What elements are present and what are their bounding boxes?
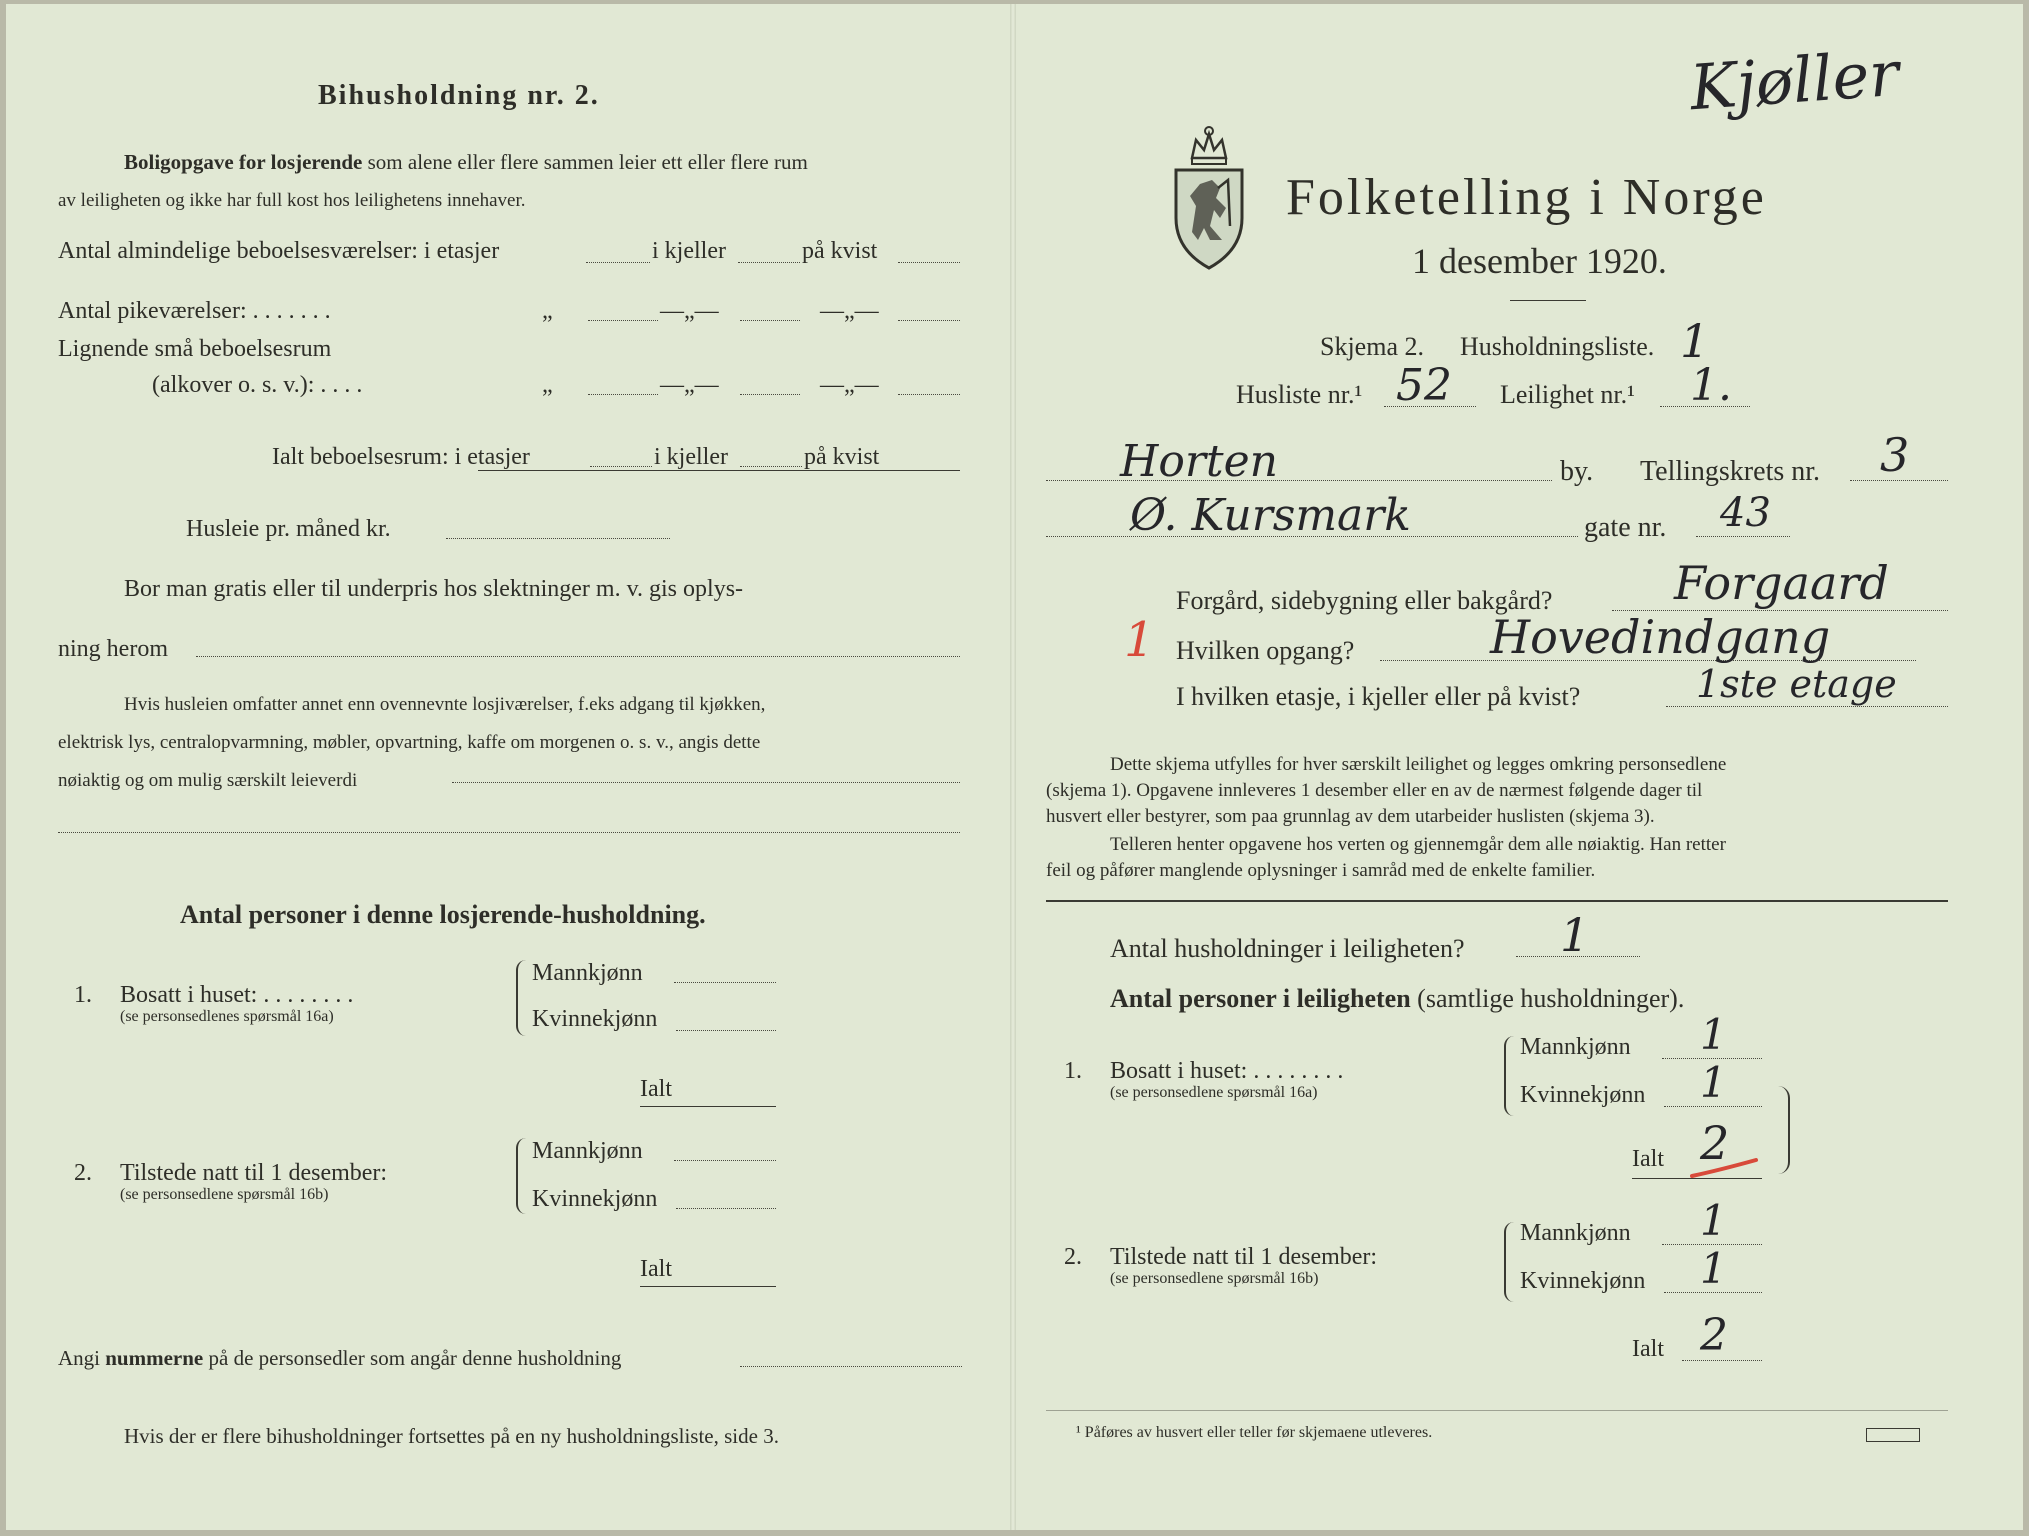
- husleien-line3: nøiaktig og om mulig særskilt leieverdi: [58, 770, 358, 791]
- left-persons-heading: Antal personer i denne losjerende-husholdning.: [180, 900, 706, 929]
- right-q1-number: 1.: [1064, 1058, 1082, 1084]
- pike-line-1: [588, 320, 658, 321]
- left-intro-line2: av leiligheten og ikke har full kost hos leilighetens innehaver.: [58, 190, 526, 211]
- right-q2-brace: [1504, 1222, 1520, 1302]
- opgang-label: Hvilken opgang?: [1176, 636, 1355, 665]
- left-q2-brace: [516, 1138, 532, 1214]
- left-q2-sub: (se personsedlene spørsmål 16b): [120, 1186, 329, 1203]
- antal-hush-label: Antal husholdninger i leiligheten?: [1110, 934, 1465, 963]
- husleien-line1: Hvis husleien omfatter annet enn ovennevnte losjiværelser, f.eks adgang til kjøkken,: [124, 694, 766, 715]
- right-persons-heading-rest: (samtlige husholdninger).: [1417, 984, 1685, 1013]
- right-q1-brace: [1504, 1036, 1520, 1116]
- husleie-line: [446, 538, 670, 539]
- pike-ditto-1: „: [542, 298, 553, 324]
- schema-title: Husholdningsliste.: [1460, 332, 1655, 361]
- gratis-line2: ning herom: [58, 636, 168, 662]
- smaa-line-2: [740, 394, 800, 395]
- smaa-line-3: [898, 394, 960, 395]
- left-q1-sub: (se personsedlenes spørsmål 16a): [120, 1008, 334, 1025]
- info-line-3: husvert eller bestyrer, som paa grunnlag av dem utarbeider huslisten (skjema 3).: [1046, 806, 1655, 827]
- leieverdi-line: [452, 782, 960, 783]
- ialt-kjeller-line: [740, 466, 802, 467]
- angi-line: [58, 1346, 621, 1371]
- date-rule: [1510, 300, 1586, 301]
- husliste-hw: 52: [1396, 360, 1452, 411]
- left-q2-number: 2.: [74, 1160, 92, 1186]
- right-q2-kvinne-label: Kvinnekjønn: [1520, 1268, 1646, 1294]
- rooms-etasjer-line: [586, 262, 650, 263]
- left-q1-kvinne-line: [676, 1030, 776, 1031]
- left-q2-ialt-label: Ialt: [640, 1256, 672, 1282]
- center-fold: [1010, 4, 1016, 1530]
- left-q2-mann-line: [674, 1160, 776, 1161]
- by-label: by.: [1560, 456, 1594, 487]
- ialt-rooms-label: Ialt beboelsesrum: i etasjer: [272, 444, 530, 470]
- footnote-rule: [1046, 1410, 1948, 1411]
- forgaard-label: Forgård, sidebygning eller bakgård?: [1176, 586, 1553, 615]
- smaa-ditto-2: —„—: [660, 372, 719, 398]
- opgang-hw: Hovedindgang: [1490, 610, 1831, 664]
- printer-mark-icon: [1866, 1428, 1920, 1442]
- right-persons-heading-bold: Antal personer i leiligheten: [1110, 984, 1411, 1013]
- right-footnote: ¹ Påføres av husvert eller teller før skjemaene utleveres.: [1076, 1424, 1433, 1441]
- gratis-line1: Bor man gratis eller til underpris hos slektninger m. v. gis oplys-: [124, 576, 744, 602]
- right-q1-mann-hw: 1: [1700, 1010, 1727, 1059]
- intro-bold: Boligopgave for losjerende: [124, 150, 363, 174]
- left-q1-ialt-line: [640, 1106, 776, 1107]
- angi-pre: Angi: [58, 1346, 100, 1370]
- antal-hush-hw: 1: [1560, 908, 1590, 962]
- left-title: Bihusholdning nr. 2.: [318, 80, 600, 111]
- tellingskrets-hw: 3: [1880, 428, 1910, 482]
- left-q1-number: 1.: [74, 982, 92, 1008]
- right-q2-number: 2.: [1064, 1244, 1082, 1270]
- right-title: Folketelling i Norge: [1286, 169, 1767, 226]
- leieverdi-line-2: [58, 832, 960, 833]
- left-footer: Hvis der er flere bihusholdninger fortsettes på en ny husholdningsliste, side 3.: [124, 1424, 779, 1448]
- info-line-2: (skjema 1). Opgavene innleveres 1 desember eller en av de nærmest følgende dager til: [1046, 780, 1703, 801]
- right-q2-kvinne-hw: 1: [1700, 1244, 1727, 1293]
- left-q1-kvinne-label: Kvinnekjønn: [532, 1006, 658, 1032]
- smaa-ditto-1: „: [542, 372, 553, 398]
- ialt-kvist-word: på kvist: [804, 444, 880, 470]
- husleien-line2: elektrisk lys, centralopvarmning, møbler, opvartning, kaffe om morgenen o. s. v., angis dette: [58, 732, 761, 753]
- husliste-label: Husliste nr.¹: [1236, 380, 1363, 409]
- corner-handwriting: Kjøller: [1687, 36, 1902, 125]
- intro-rest: som alene eller flere sammen leier ett eller flere rum: [367, 150, 808, 174]
- right-q1-sum-bracket: [1772, 1086, 1790, 1174]
- ialt-etasjer-line: [590, 466, 652, 467]
- left-intro-line1: [124, 150, 808, 175]
- pike-line-2: [740, 320, 800, 321]
- right-q1-kvinne-label: Kvinnekjønn: [1520, 1082, 1646, 1108]
- forgaard-hw: Forgaard: [1674, 556, 1889, 610]
- schema-hw-number: 1: [1680, 314, 1710, 368]
- smaa-ditto-3: —„—: [820, 372, 879, 398]
- gate-hw: Ø. Kursmark: [1130, 490, 1411, 541]
- left-q2-label: Tilstede natt til 1 desember:: [120, 1160, 388, 1186]
- right-q2-mann-label: Mannkjønn: [1520, 1220, 1631, 1246]
- census-date: 1 desember 1920.: [1412, 241, 1667, 281]
- angi-dotted-line: [740, 1366, 962, 1367]
- gate-label: gate nr.: [1584, 512, 1667, 543]
- right-q2-sub: (se personsedlene spørsmål 16b): [1110, 1270, 1319, 1287]
- pike-ditto-3: —„—: [820, 298, 879, 324]
- left-q2-ialt-line: [640, 1286, 776, 1287]
- right-q1-label: Bosatt i huset: . . . . . . . .: [1110, 1058, 1344, 1084]
- by-hw: Horten: [1120, 436, 1278, 487]
- pike-label: Antal pikeværelser: . . . . . . .: [58, 298, 331, 324]
- left-q1-brace: [516, 960, 532, 1036]
- red-check-mark-icon: [1690, 1152, 1760, 1182]
- angi-bold: nummerne: [105, 1346, 204, 1370]
- leilighet-label: Leilighet nr.¹: [1500, 380, 1635, 409]
- rooms-kvist-word: på kvist: [802, 238, 878, 264]
- ialt-kjeller-word: i kjeller: [654, 444, 728, 470]
- schema-number: Skjema 2.: [1320, 332, 1424, 361]
- info-line-5: feil og påfører manglende oplysninger i samråd med de enkelte familier.: [1046, 860, 1596, 881]
- husleie-label: Husleie pr. måned kr.: [186, 516, 391, 542]
- left-q1-mann-line: [674, 982, 776, 983]
- right-q1-sub: (se personsedlene spørsmål 16a): [1110, 1084, 1318, 1101]
- left-q2-kvinne-line: [676, 1208, 776, 1209]
- leilighet-hw: 1.: [1690, 360, 1732, 411]
- smaa-line-1: [588, 394, 658, 395]
- right-q1-kvinne-hw: 1: [1700, 1058, 1727, 1107]
- gate-nr-line: [1696, 536, 1790, 537]
- right-q1-mann-label: Mannkjønn: [1520, 1034, 1631, 1060]
- coat-of-arms-icon: [1170, 122, 1248, 272]
- right-q1-ialt-label: Ialt: [1632, 1146, 1664, 1172]
- right-persons-heading: [1110, 984, 1684, 1014]
- right-q2-mann-hw: 1: [1700, 1196, 1727, 1245]
- right-q2-label: Tilstede natt til 1 desember:: [1110, 1244, 1378, 1270]
- rooms-label: Antal almindelige beboelsesværelser: i etasjer: [58, 238, 500, 264]
- tellingskrets-label: Tellingskrets nr.: [1640, 456, 1821, 487]
- pike-line-3: [898, 320, 960, 321]
- pike-ditto-2: —„—: [660, 298, 719, 324]
- angi-rest: på de personsedler som angår denne husholdning: [208, 1346, 622, 1370]
- info-rule: [1046, 900, 1948, 902]
- opgang-red-mark: 1: [1124, 612, 1155, 668]
- rooms-kjeller-word: i kjeller: [652, 238, 726, 264]
- left-q1-label: Bosatt i huset: . . . . . . . .: [120, 982, 354, 1008]
- left-q2-kvinne-label: Kvinnekjønn: [532, 1186, 658, 1212]
- gratis-line: [196, 656, 960, 657]
- rooms-kjeller-line: [738, 262, 800, 263]
- right-q1-ialt-hw: 2: [1700, 1116, 1730, 1170]
- left-q2-mann-label: Mannkjønn: [532, 1138, 643, 1164]
- smaa-label-1: Lignende små beboelsesrum: [58, 336, 332, 362]
- info-line-1: Dette skjema utfylles for hver særskilt leilighet og legges omkring personsedlene: [1110, 754, 1727, 775]
- etasje-hw: 1ste etage: [1696, 662, 1897, 706]
- smaa-label-2: (alkover o. s. v.): . . . .: [152, 372, 363, 398]
- info-line-4: Telleren henter opgavene hos verten og gjennemgår dem alle nøiaktig. Han retter: [1110, 834, 1726, 855]
- gate-nr-hw: 43: [1720, 490, 1771, 536]
- right-q2-ialt-hw: 2: [1700, 1310, 1728, 1361]
- rooms-kvist-line: [898, 262, 960, 263]
- left-q1-ialt-label: Ialt: [640, 1076, 672, 1102]
- left-q1-mann-label: Mannkjønn: [532, 960, 643, 986]
- etasje-label: I hvilken etasje, i kjeller eller på kvist?: [1176, 682, 1581, 711]
- right-q2-ialt-label: Ialt: [1632, 1336, 1664, 1362]
- etasje-line: [1666, 706, 1948, 707]
